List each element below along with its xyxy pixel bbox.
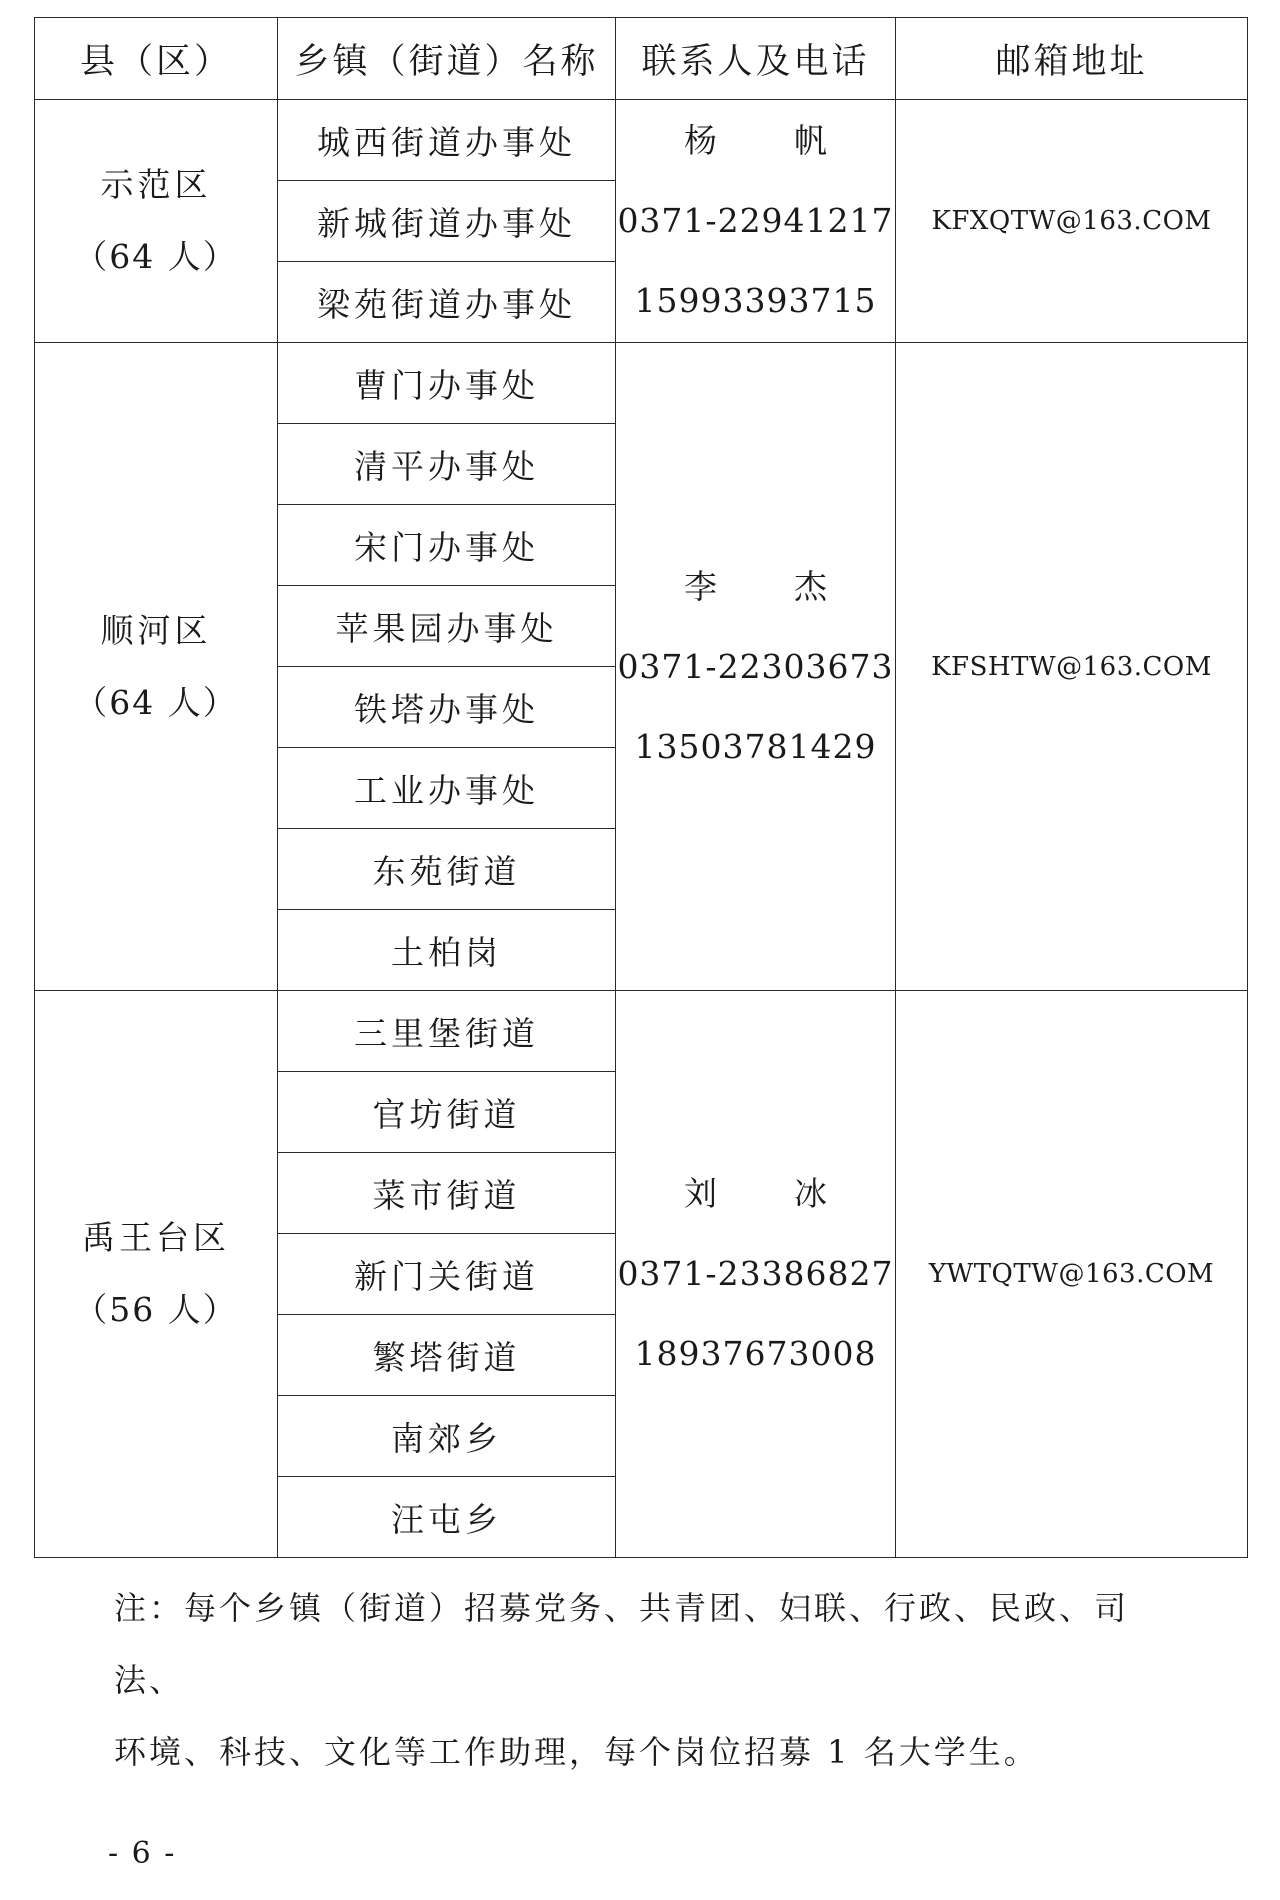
contact-cell: [616, 343, 896, 991]
county-cell: [35, 100, 278, 343]
contact-mobile: 18937673008: [634, 1334, 877, 1373]
contact-person: 李 杰: [684, 566, 849, 606]
town-name: 土柏岗: [278, 910, 616, 991]
town-name: 曹门办事处: [278, 343, 616, 424]
footnote-line: 环境、科技、文化等工作助理，每个岗位招募 1 名大学生。: [114, 1733, 1039, 1771]
town-name: 繁塔街道: [278, 1315, 616, 1396]
town-name: 苹果园办事处: [278, 586, 616, 667]
county-count: （64 人）: [74, 237, 238, 276]
email-address: KFXQTW@163.COM: [896, 100, 1248, 343]
footnote-line: 注：每个乡镇（街道）招募党务、共青团、妇联、行政、民政、司法、: [114, 1589, 1130, 1699]
header-contact: 联系人及电话: [616, 18, 896, 100]
contact-landline: 0371-22303673: [617, 646, 894, 686]
contact-mobile: 15993393715: [634, 281, 877, 320]
header-email: 邮箱地址: [896, 18, 1248, 100]
town-name: 东苑街道: [278, 829, 616, 910]
contact-landline: 0371-22941217: [617, 201, 894, 240]
table-row: [35, 100, 1248, 181]
contact-cell: [616, 991, 896, 1558]
header-town-name: 乡镇（街道）名称: [278, 18, 616, 100]
contact-person: 刘 冰: [684, 1174, 849, 1213]
town-name: 菜市街道: [278, 1153, 616, 1234]
town-name: 汪屯乡: [278, 1477, 616, 1558]
town-name: 城西街道办事处: [278, 100, 616, 181]
town-name: 三里堡街道: [278, 991, 616, 1072]
county-cell: [35, 343, 278, 991]
email-address: YWTQTW@163.COM: [896, 991, 1248, 1558]
county-cell: [35, 991, 278, 1558]
county-name: 禹王台区: [82, 1218, 230, 1257]
town-name: 南郊乡: [278, 1396, 616, 1477]
page-number: - 6 -: [108, 1836, 177, 1871]
town-name: 工业办事处: [278, 748, 616, 829]
county-count: （56 人）: [74, 1290, 238, 1329]
county-name: 顺河区: [100, 610, 212, 650]
town-name: 新城街道办事处: [278, 181, 616, 262]
contact-mobile: 13503781429: [634, 726, 877, 766]
header-county: 县（区）: [35, 18, 278, 100]
town-name: 宋门办事处: [278, 505, 616, 586]
email-address: KFSHTW@163.COM: [896, 343, 1248, 991]
contacts-table: [34, 17, 1248, 1558]
town-name: 铁塔办事处: [278, 667, 616, 748]
contact-landline: 0371-23386827: [617, 1254, 894, 1293]
contact-person: 杨 帆: [684, 121, 849, 160]
county-name: 示范区: [100, 165, 212, 204]
town-name: 新门关街道: [278, 1234, 616, 1315]
county-count: （64 人）: [74, 682, 238, 722]
table-header-row: [35, 18, 1248, 100]
town-name: 清平办事处: [278, 424, 616, 505]
footnote: [114, 1572, 1194, 1788]
contact-cell: [616, 100, 896, 343]
town-name: 官坊街道: [278, 1072, 616, 1153]
town-name: 梁苑街道办事处: [278, 262, 616, 343]
table-row: [35, 343, 1248, 424]
table-row: [35, 991, 1248, 1072]
